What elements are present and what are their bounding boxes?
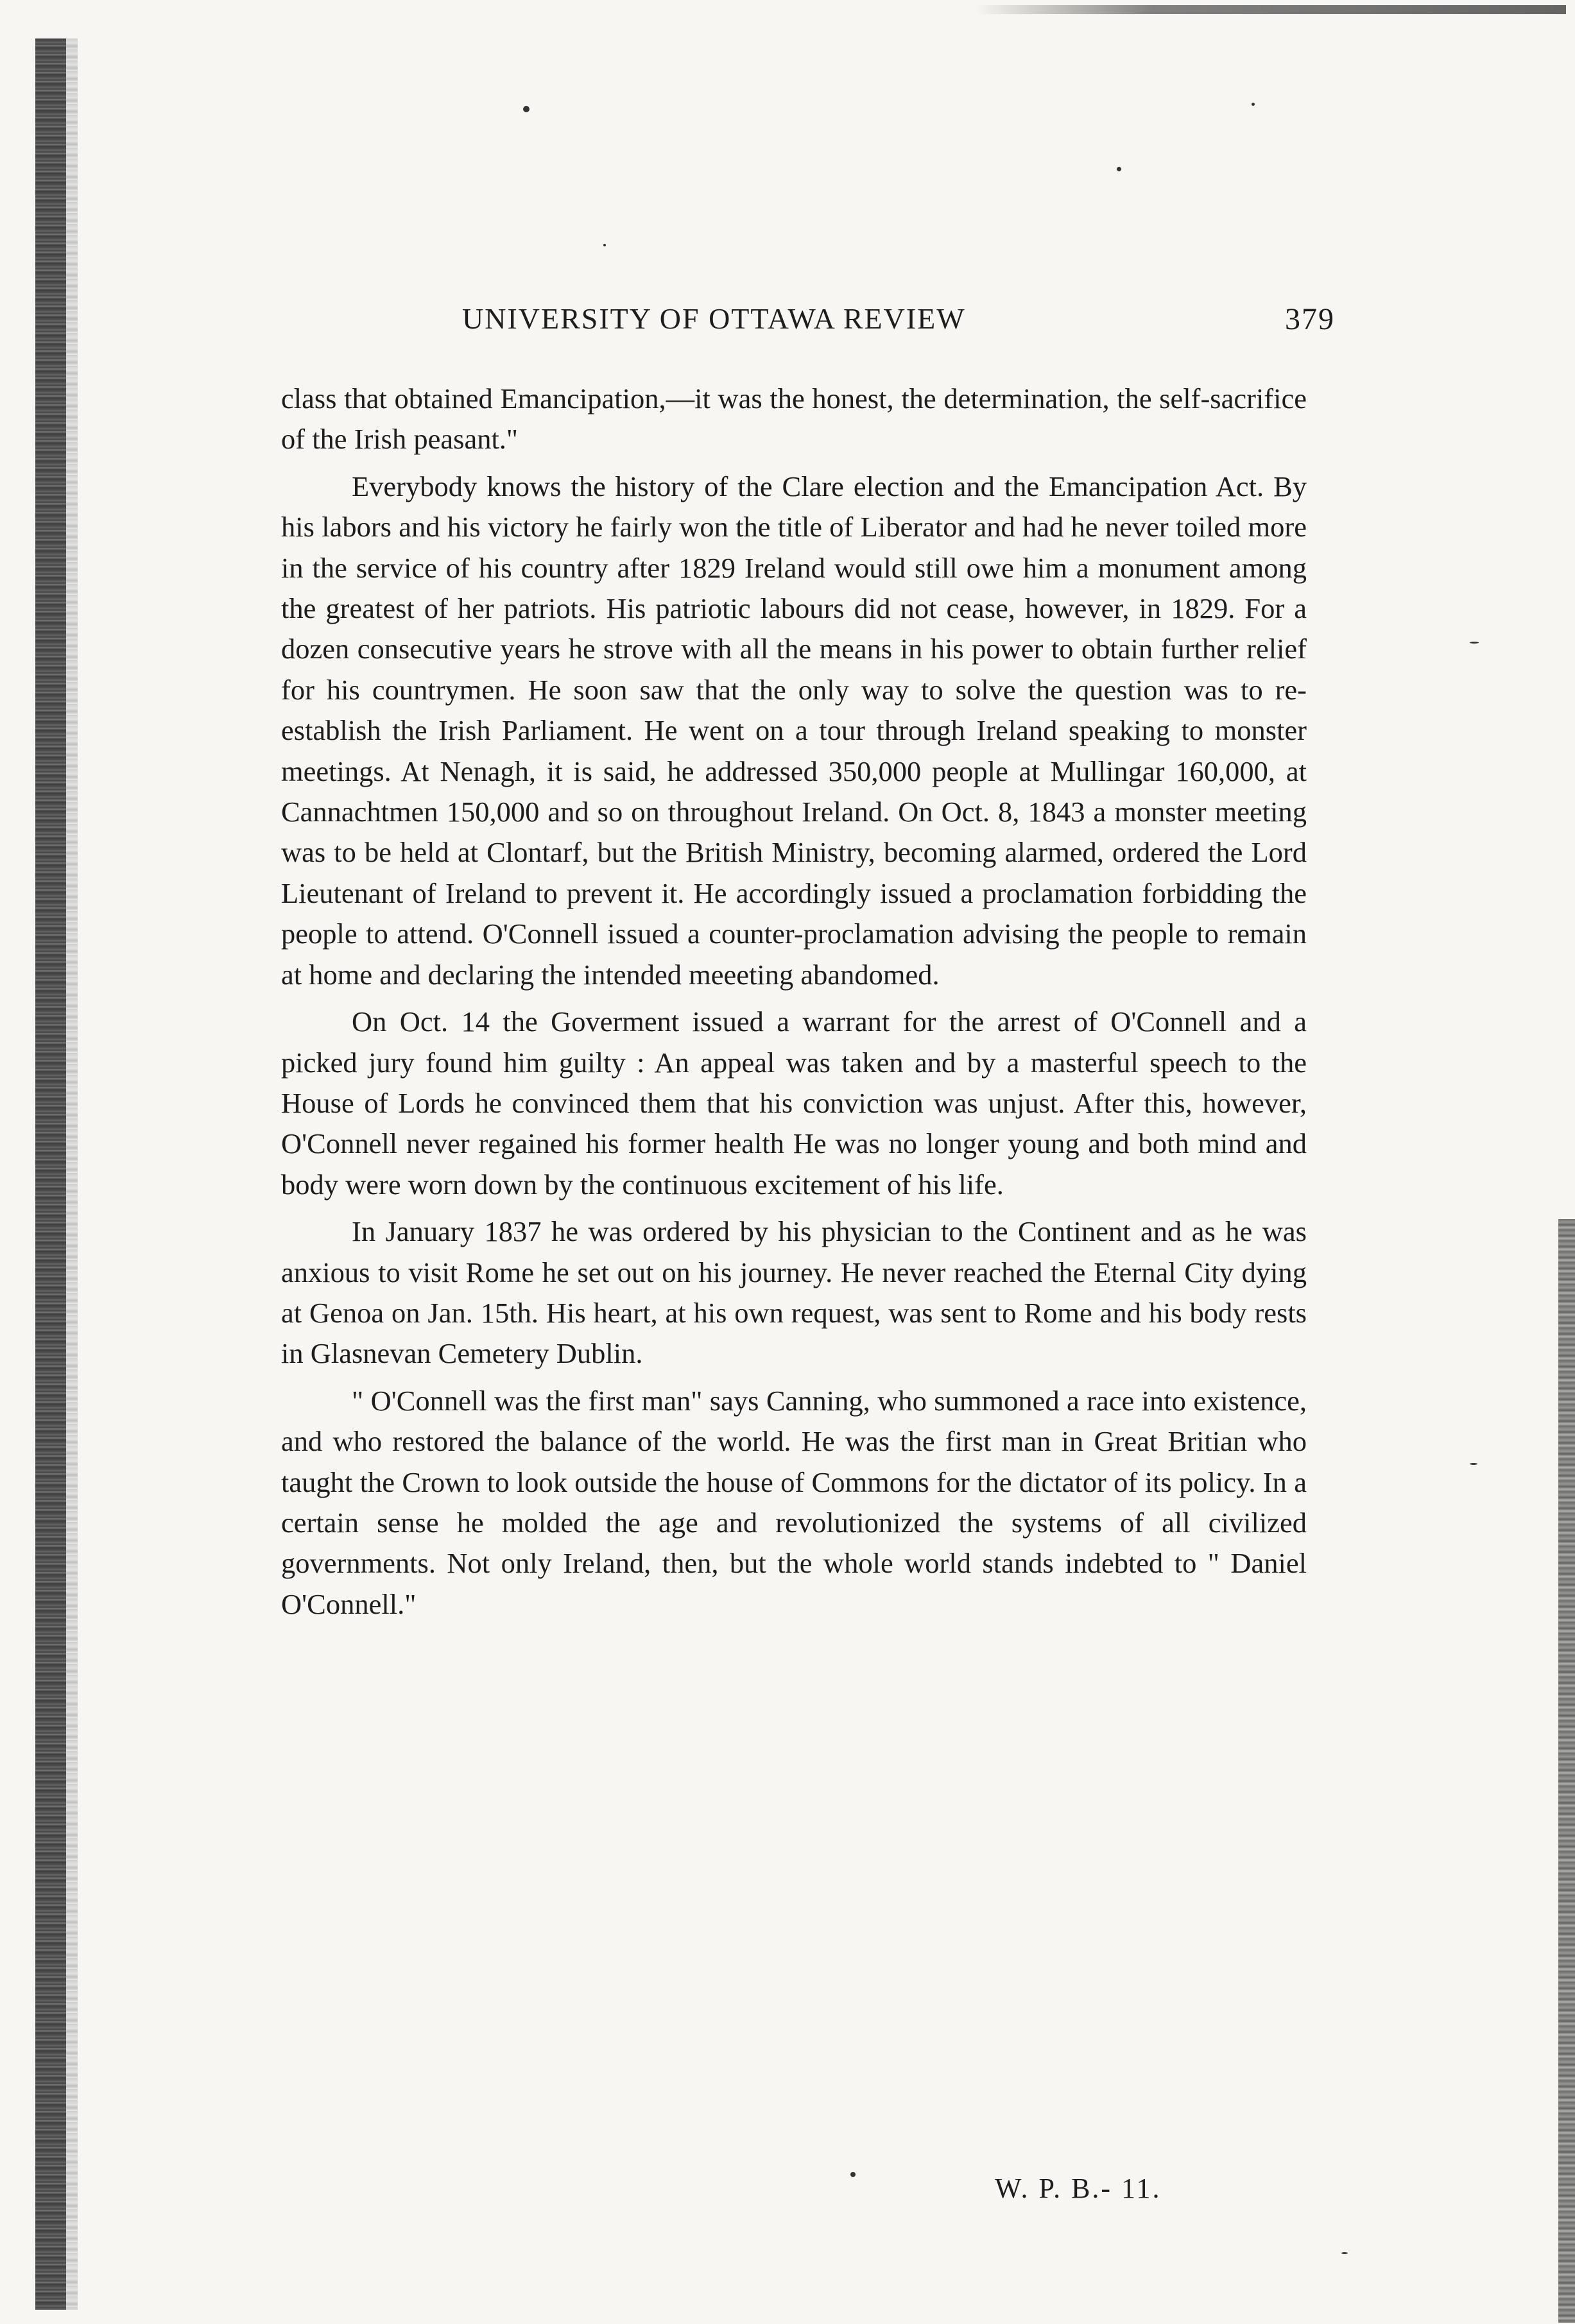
- ink-speck: [523, 106, 529, 112]
- binding-edge-shadow: [66, 38, 78, 2310]
- ink-speck: [1470, 642, 1479, 644]
- journal-title: UNIVERSITY OF OTTAWA REVIEW: [462, 302, 966, 335]
- paragraph: In January 1837 he was ordered by his physician to the Continent and as he was anxious to visit Rome he set out on his journey. He never reached the Eternal City dying at Genoa on Jan. 15th. His heart, at his own request, was sent to Rome and his body rests in Glasnevan Cemetery Dublin.: [281, 1215, 1307, 1370]
- paragraph: class that obtained Emancipation,—it was the honest, the determination, the self-sacrifice of the Irish peasant.": [281, 382, 1307, 456]
- ink-speck: [1341, 2252, 1348, 2254]
- running-header: [462, 302, 1335, 353]
- article-body: [281, 379, 1307, 1625]
- paragraph: On Oct. 14 the Goverment issued a warrant for the arrest of O'Connell and a picked jury found him guilty : An appeal was taken and by a masterful speech to the House of Lords he convinced them that his conviction was unjust. After this, however, O'Connell never regained his former health He was no longer young and both mind and body were worn down by the continuous excitement of his life.: [281, 1005, 1307, 1200]
- page-edge-right: [1558, 1219, 1575, 2323]
- author-signature: W. P. B.- 11.: [995, 2173, 1162, 2204]
- ink-speck: [1252, 103, 1255, 106]
- ink-speck: [1470, 1463, 1477, 1465]
- binding-edge-left: [35, 38, 66, 2310]
- ink-speck: [850, 2172, 856, 2177]
- paragraph: " O'Connell was the first man" says Canning, who summoned a race into existence, and who restored the balance of the world. He was the first man in Great Britian who taught the Crown to look outside the house of Commons for the dictator of its policy. In a certain sense he molded the age and revolutionized the systems of all civilized governments. Not only Ireland, then, but the whole world stands indebted to " Daniel O'Connell.": [281, 1384, 1307, 1620]
- page-edge-top: [976, 5, 1566, 14]
- ink-speck: [603, 244, 606, 246]
- page-number: 379: [1285, 302, 1335, 336]
- paragraph: Everybody knows the history of the Clare election and the Emancipation Act. By his labors and his victory he fairly won the title of Liberator and had he never toiled more in the service of his country after 1829 Ireland would still owe him a monument among the greatest of her patriots. His patriotic labours did not cease, however, in 1829. For a dozen consecutive years he strove with all the means in his power to obtain further relief for his countrymen. He soon saw that the only way to solve the question was to re-establish the Irish Parliament. He went on a tour through Ireland speaking to monster meetings. At Nenagh, it is said, he addressed 350,000 people at Mullingar 160,000, at Cannachtmen 150,000 and so on throughout Ireland. On Oct. 8, 1843 a monster meeting was to be held at Clontarf, but the British Ministry, becoming alarmed, ordered the Lord Lieutenant of Ireland to prevent it. He accordingly issued a proclamation forbidding the people to attend. O'Connell issued a counter-proclamation advising the people to remain at home and declaring the intended meeeting abandomed.: [281, 470, 1307, 991]
- ink-speck: [1117, 167, 1121, 171]
